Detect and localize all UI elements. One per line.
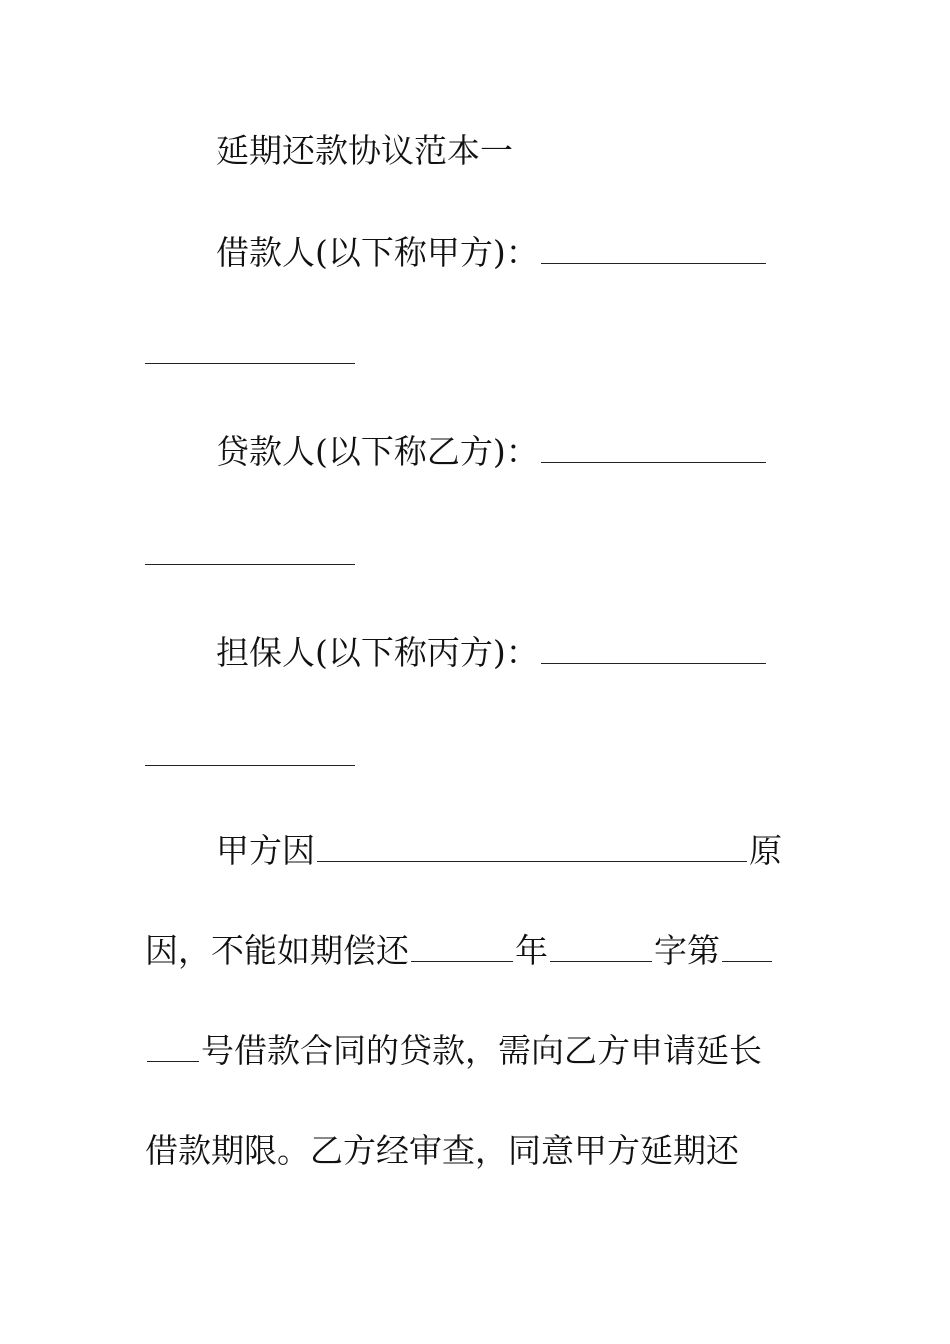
paragraph-line-1 <box>216 826 795 876</box>
reason-blank <box>317 831 747 862</box>
contract-number-blank-end <box>147 1031 199 1062</box>
document-title <box>216 126 795 176</box>
paragraph-line-1-start: 甲方因 <box>216 831 315 870</box>
paragraph-line-3 <box>145 1026 795 1076</box>
paragraph-line-2 <box>145 926 795 976</box>
lender-blank-continuation <box>145 563 355 565</box>
paragraph-line-3-text: 号借款合同的贷款，需向乙方申请延长 <box>201 1031 762 1070</box>
lender-label: 贷款人(以下称乙方)： <box>216 432 539 471</box>
paragraph-line-4-text: 借款期限。乙方经审查，同意甲方延期还 <box>145 1131 739 1170</box>
borrower-line <box>216 228 795 278</box>
paragraph-line-1-end: 原 <box>749 831 782 870</box>
word-blank <box>550 931 652 962</box>
borrower-label: 借款人(以下称甲方)： <box>216 233 539 272</box>
lender-blank <box>541 432 766 463</box>
borrower-blank-continuation <box>145 362 355 364</box>
guarantor-line <box>216 628 795 678</box>
borrower-blank <box>541 233 766 264</box>
guarantor-label: 担保人(以下称丙方)： <box>216 633 539 672</box>
title-text: 延期还款协议范本一 <box>216 131 513 170</box>
paragraph-line-4 <box>145 1126 795 1176</box>
contract-char-text: 字第 <box>654 931 720 970</box>
year-blank <box>411 931 513 962</box>
contract-number-blank-start <box>722 931 772 962</box>
lender-line <box>216 427 795 477</box>
paragraph-line-2-start: 因，不能如期偿还 <box>145 931 409 970</box>
year-text: 年 <box>515 931 548 970</box>
guarantor-blank-continuation <box>145 764 355 766</box>
guarantor-blank <box>541 633 766 664</box>
